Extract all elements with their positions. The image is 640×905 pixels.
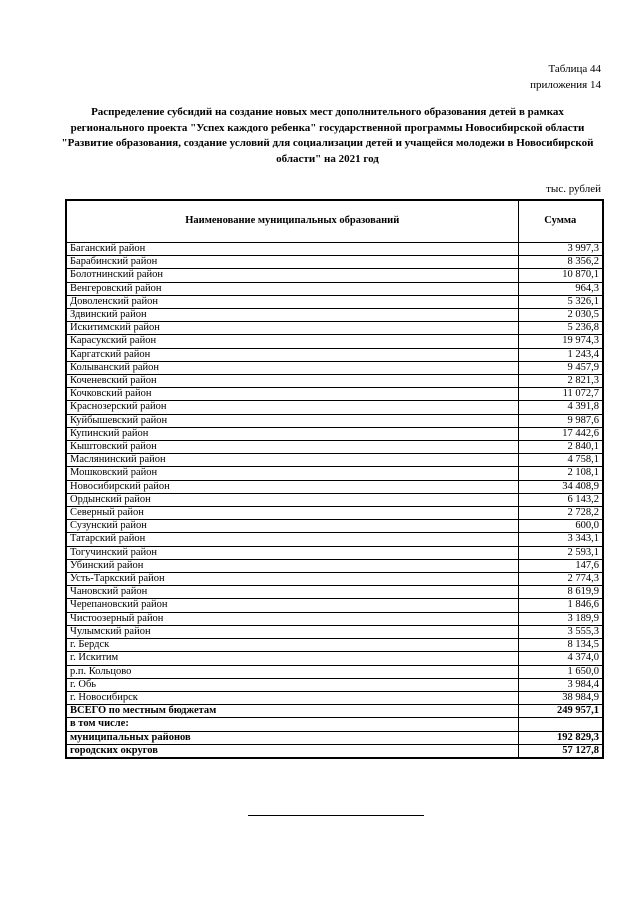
municipality-name: г. Новосибирск bbox=[66, 691, 518, 704]
subsidy-amount: 4 391,8 bbox=[518, 401, 603, 414]
table-row bbox=[66, 559, 603, 572]
table-row bbox=[66, 678, 603, 691]
total-row bbox=[66, 718, 603, 731]
subsidy-amount: 11 072,7 bbox=[518, 388, 603, 401]
municipality-name: Тогучинский район bbox=[66, 546, 518, 559]
municipality-name: Усть-Таркский район bbox=[66, 573, 518, 586]
table-row bbox=[66, 665, 603, 678]
municipality-name: Краснозерский район bbox=[66, 401, 518, 414]
table-row bbox=[66, 282, 603, 295]
municipality-name: Куйбышевский район bbox=[66, 414, 518, 427]
subsidy-amount: 9 987,6 bbox=[518, 414, 603, 427]
table-number: Таблица 44 bbox=[548, 63, 601, 75]
subsidy-amount: 38 984,9 bbox=[518, 691, 603, 704]
subsidy-amount: 2 030,5 bbox=[518, 309, 603, 322]
subsidy-amount: 57 127,8 bbox=[518, 744, 603, 758]
subsidy-amount: 17 442,6 bbox=[518, 427, 603, 440]
total-row bbox=[66, 731, 603, 744]
table-row bbox=[66, 454, 603, 467]
subsidy-amount: 2 108,1 bbox=[518, 467, 603, 480]
column-header-name: Наименование муниципальных образований bbox=[66, 200, 518, 243]
municipality-name: Искитимский район bbox=[66, 322, 518, 335]
table-row bbox=[66, 309, 603, 322]
subsidy-amount: 600,0 bbox=[518, 520, 603, 533]
end-separator-line bbox=[248, 815, 424, 816]
subsidy-amount: 2 593,1 bbox=[518, 546, 603, 559]
table-row bbox=[66, 467, 603, 480]
subsidy-amount: 2 728,2 bbox=[518, 507, 603, 520]
municipality-name: Убинский район bbox=[66, 559, 518, 572]
subsidy-amount: 5 326,1 bbox=[518, 295, 603, 308]
table-row bbox=[66, 612, 603, 625]
table-row bbox=[66, 573, 603, 586]
municipality-name: городских округов bbox=[66, 744, 518, 758]
subsidy-table bbox=[65, 199, 604, 759]
subsidy-amount: 3 189,9 bbox=[518, 612, 603, 625]
municipality-name: ВСЕГО по местным бюджетам bbox=[66, 705, 518, 718]
municipality-name: Черепановский район bbox=[66, 599, 518, 612]
units-label: тыс. рублей bbox=[546, 183, 601, 195]
subsidy-amount: 3 984,4 bbox=[518, 678, 603, 691]
municipality-name: Сузунский район bbox=[66, 520, 518, 533]
municipality-name: Колыванский район bbox=[66, 361, 518, 374]
table-row bbox=[66, 427, 603, 440]
column-header-sum: Сумма bbox=[518, 200, 603, 243]
municipality-name: Карасукский район bbox=[66, 335, 518, 348]
table-row bbox=[66, 625, 603, 638]
municipality-name: Баганский район bbox=[66, 243, 518, 256]
municipality-name: Барабинский район bbox=[66, 256, 518, 269]
municipality-name: г. Бердск bbox=[66, 639, 518, 652]
subsidy-amount: 147,6 bbox=[518, 559, 603, 572]
subsidy-amount: 249 957,1 bbox=[518, 705, 603, 718]
total-row bbox=[66, 705, 603, 718]
municipality-name: Чистоозерный район bbox=[66, 612, 518, 625]
municipality-name: Северный район bbox=[66, 507, 518, 520]
table-row bbox=[66, 348, 603, 361]
table-row bbox=[66, 256, 603, 269]
municipality-name: Коченевский район bbox=[66, 375, 518, 388]
municipality-name: муниципальных районов bbox=[66, 731, 518, 744]
subsidy-amount: 1 243,4 bbox=[518, 348, 603, 361]
subsidy-amount: 8 356,2 bbox=[518, 256, 603, 269]
municipality-name: Мошковский район bbox=[66, 467, 518, 480]
subsidy-amount: 8 619,9 bbox=[518, 586, 603, 599]
municipality-name: Доволенский район bbox=[66, 295, 518, 308]
municipality-name: Венгеровский район bbox=[66, 282, 518, 295]
subsidy-amount: 4 374,0 bbox=[518, 652, 603, 665]
municipality-name: Каргатский район bbox=[66, 348, 518, 361]
table-row bbox=[66, 414, 603, 427]
municipality-name: Ордынский район bbox=[66, 493, 518, 506]
table-row bbox=[66, 243, 603, 256]
table-row bbox=[66, 639, 603, 652]
table-body bbox=[66, 243, 603, 758]
municipality-name: Здвинский район bbox=[66, 309, 518, 322]
subsidy-amount: 6 143,2 bbox=[518, 493, 603, 506]
table-row bbox=[66, 599, 603, 612]
municipality-name: в том числе: bbox=[66, 718, 518, 731]
subsidy-amount: 2 840,1 bbox=[518, 441, 603, 454]
subsidy-amount: 19 974,3 bbox=[518, 335, 603, 348]
municipality-name: Татарский район bbox=[66, 533, 518, 546]
table-row bbox=[66, 520, 603, 533]
municipality-name: Купинский район bbox=[66, 427, 518, 440]
table-row bbox=[66, 586, 603, 599]
table-row bbox=[66, 375, 603, 388]
subsidy-amount: 2 821,3 bbox=[518, 375, 603, 388]
total-row bbox=[66, 744, 603, 758]
table-row bbox=[66, 691, 603, 704]
municipality-name: Кочковский район bbox=[66, 388, 518, 401]
subsidy-amount: 5 236,8 bbox=[518, 322, 603, 335]
table-row bbox=[66, 295, 603, 308]
table-row bbox=[66, 401, 603, 414]
subsidy-amount: 3 555,3 bbox=[518, 625, 603, 638]
municipality-name: Маслянинский район bbox=[66, 454, 518, 467]
table-row bbox=[66, 388, 603, 401]
table-row bbox=[66, 322, 603, 335]
municipality-name: Новосибирский район bbox=[66, 480, 518, 493]
subsidy-amount: 2 774,3 bbox=[518, 573, 603, 586]
municipality-name: Чановский район bbox=[66, 586, 518, 599]
subsidy-amount: 1 650,0 bbox=[518, 665, 603, 678]
table-row bbox=[66, 546, 603, 559]
municipality-name: Чулымский район bbox=[66, 625, 518, 638]
table-row bbox=[66, 652, 603, 665]
subsidy-amount: 4 758,1 bbox=[518, 454, 603, 467]
subsidy-amount: 3 343,1 bbox=[518, 533, 603, 546]
subsidy-amount bbox=[518, 718, 603, 731]
municipality-name: г. Обь bbox=[66, 678, 518, 691]
table-row bbox=[66, 269, 603, 282]
document-title: Распределение субсидий на создание новых мест дополнительного образования детей в рамках регионального проекта "Успех каждого ребенка" государственной программы Новосибирской области "Развитие образования, создание условий для социализации детей и учащейся молодежи в Новосибирской области" на 2021 год bbox=[61, 106, 594, 165]
appendix-label: приложения 14 bbox=[530, 79, 601, 91]
subsidy-amount: 3 997,3 bbox=[518, 243, 603, 256]
table-row bbox=[66, 533, 603, 546]
municipality-name: р.п. Кольцово bbox=[66, 665, 518, 678]
table-row bbox=[66, 480, 603, 493]
table-row bbox=[66, 493, 603, 506]
municipality-name: Кыштовский район bbox=[66, 441, 518, 454]
subsidy-amount: 192 829,3 bbox=[518, 731, 603, 744]
subsidy-amount: 10 870,1 bbox=[518, 269, 603, 282]
table-row bbox=[66, 361, 603, 374]
table-row bbox=[66, 441, 603, 454]
subsidy-amount: 9 457,9 bbox=[518, 361, 603, 374]
subsidy-amount: 964,3 bbox=[518, 282, 603, 295]
municipality-name: Болотнинский район bbox=[66, 269, 518, 282]
municipality-name: г. Искитим bbox=[66, 652, 518, 665]
table-row bbox=[66, 507, 603, 520]
subsidy-amount: 1 846,6 bbox=[518, 599, 603, 612]
table-row bbox=[66, 335, 603, 348]
subsidy-amount: 34 408,9 bbox=[518, 480, 603, 493]
subsidy-amount: 8 134,5 bbox=[518, 639, 603, 652]
